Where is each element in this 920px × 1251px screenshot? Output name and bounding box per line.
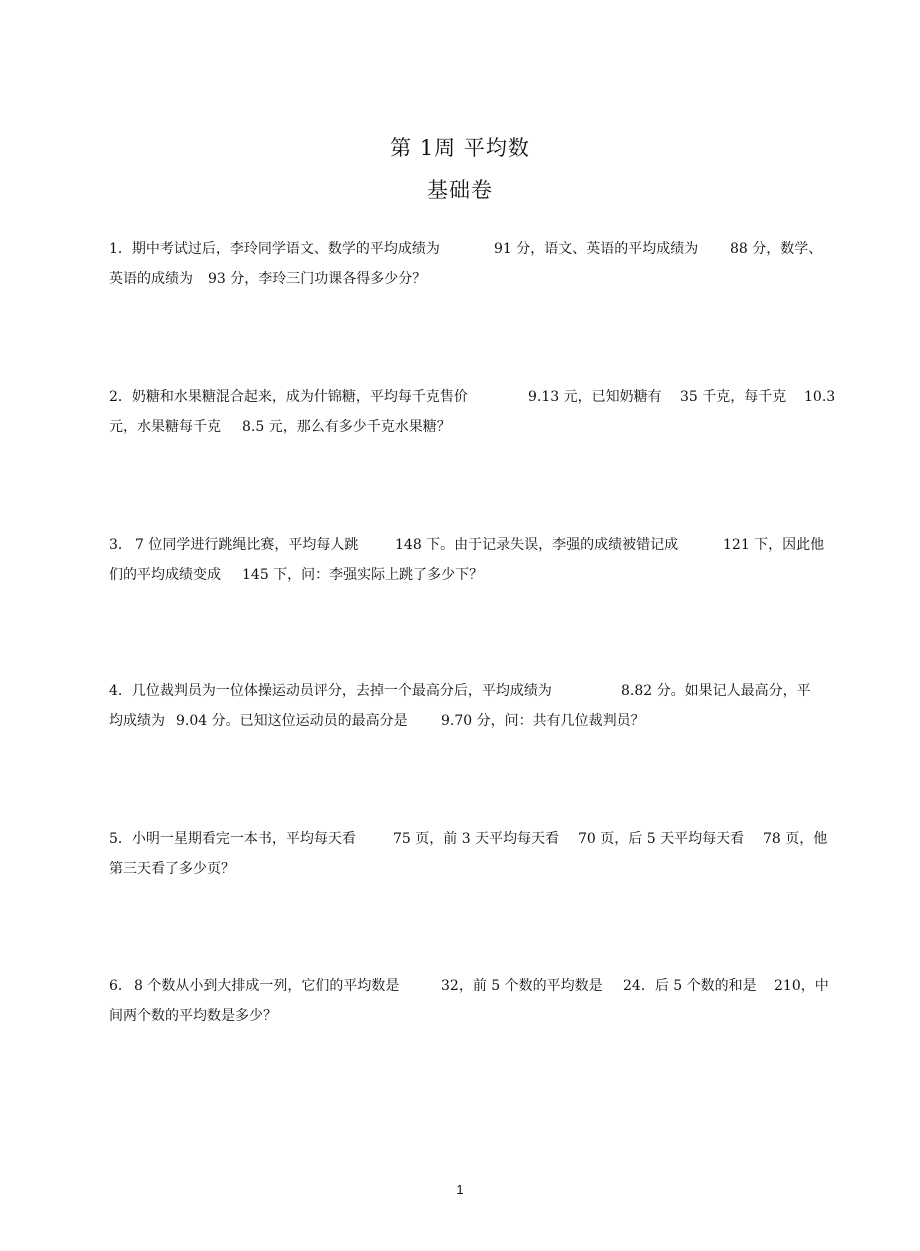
question-text: 145 下，问：李强实际上跳了多少下？ xyxy=(242,567,484,583)
question-text: 6． xyxy=(109,978,132,994)
question-line xyxy=(109,412,829,442)
question-text: 均成绩为 xyxy=(109,713,165,729)
question-text: 元，水果糖每千克 xyxy=(109,419,221,435)
question-3 xyxy=(109,530,829,590)
question-2 xyxy=(109,382,836,442)
question-text: 75 页，前 3 天平均每天看 xyxy=(393,831,560,847)
question-text: 70 页，后 5 天平均每天看 xyxy=(578,831,745,847)
question-text: 121 下，因此他 xyxy=(723,537,825,553)
question-line xyxy=(109,264,829,294)
question-text: 88 分，数学、 xyxy=(730,241,823,257)
question-text: 210，中 xyxy=(774,978,829,994)
question-line xyxy=(109,854,829,884)
question-line xyxy=(109,676,829,706)
question-text: 8.5 元，那么有多少千克水果糖？ xyxy=(242,419,451,435)
page-number: 1 xyxy=(456,1182,464,1197)
question-text: 1．期中考试过后，李玲同学语文、数学的平均成绩为 xyxy=(109,241,440,257)
question-line xyxy=(109,824,829,854)
question-text: 3． xyxy=(109,537,132,553)
question-text: 91 分，语文、英语的平均成绩为 xyxy=(494,241,699,257)
question-line xyxy=(109,706,829,736)
question-text: 10.3 xyxy=(804,389,836,405)
question-line xyxy=(109,530,829,560)
question-text: 9.04 分。已知这位运动员的最高分是 xyxy=(176,713,408,729)
question-text: 们的平均成绩变成 xyxy=(109,567,221,583)
question-4 xyxy=(109,676,829,736)
question-6 xyxy=(109,971,829,1031)
question-text: 35 千克，每千克 xyxy=(680,389,787,405)
question-text: 32，前 5 个数的平均数是 xyxy=(441,978,603,994)
page-subtitle: 基础卷 xyxy=(427,178,493,202)
question-text: 148 下。由于记录失误，李强的成绩被错记成 xyxy=(395,537,679,553)
question-text: 8 个数从小到大排成一列，它们的平均数是 xyxy=(134,978,400,994)
question-text: 93 分，李玲三门功课各得多少分？ xyxy=(208,271,427,287)
question-line xyxy=(109,382,836,412)
question-text: 9.70 分，问：共有几位裁判员？ xyxy=(441,713,645,729)
question-text: 9.13 元，已知奶糖有 xyxy=(528,389,662,405)
question-line xyxy=(109,560,829,590)
question-text: 4．几位裁判员为一位体操运动员评分，去掉一个最高分后，平均成绩为 xyxy=(109,683,552,699)
question-text: 8.82 分。如果记人最高分，平 xyxy=(621,683,811,699)
question-text: 5．小明一星期看完一本书，平均每天看 xyxy=(109,831,356,847)
question-text: 78 页，他 xyxy=(763,831,828,847)
question-text: 间两个数的平均数是多少？ xyxy=(109,1008,277,1024)
question-text: 7 位同学进行跳绳比赛，平均每人跳 xyxy=(135,537,359,553)
question-line xyxy=(109,971,829,1001)
page-title: 第 1周 平均数 xyxy=(390,136,530,160)
question-text: 24．后 5 个数的和是 xyxy=(623,978,757,994)
question-text: 2．奶糖和水果糖混合起来，成为什锦糖，平均每千克售价 xyxy=(109,389,468,405)
question-text: 第三天看了多少页？ xyxy=(109,861,235,877)
question-1 xyxy=(109,234,829,294)
question-line xyxy=(109,1001,829,1031)
question-text: 英语的成绩为 xyxy=(109,271,193,287)
question-line xyxy=(109,234,829,264)
question-5 xyxy=(109,824,829,884)
